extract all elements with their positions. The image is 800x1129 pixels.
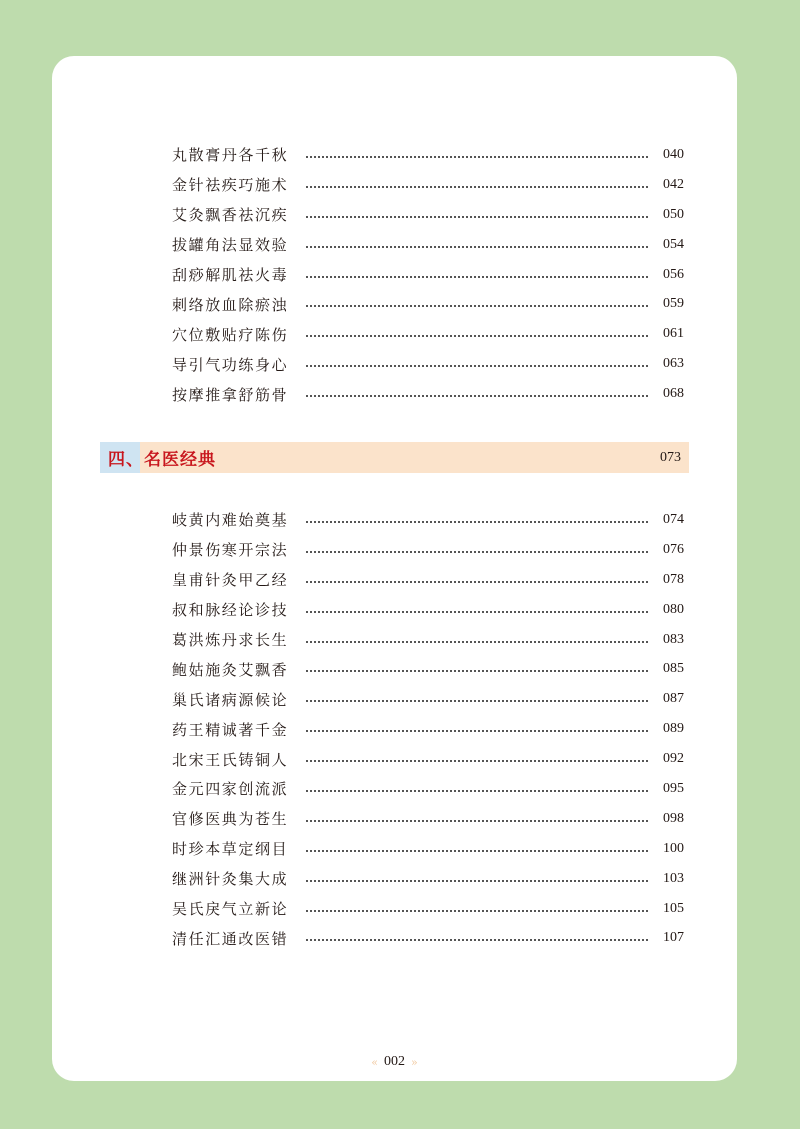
toc-entry[interactable]	[172, 864, 684, 894]
dot-leader	[306, 276, 648, 278]
page-sheet	[52, 56, 737, 1081]
dot-leader	[306, 910, 648, 912]
toc-entry-title: 药王精诚著千金	[172, 720, 289, 739]
toc-entry[interactable]	[172, 923, 684, 953]
toc-entry-title: 时珍本草定纲目	[172, 840, 289, 859]
toc-entry-title: 叔和脉经论诊技	[172, 601, 289, 620]
dot-leader	[306, 395, 648, 397]
dot-leader	[306, 670, 648, 672]
dot-leader	[306, 641, 648, 643]
toc-entry-title: 继洲针灸集大成	[172, 870, 289, 889]
dot-leader	[306, 246, 648, 248]
toc-entry-title: 吴氏戾气立新论	[172, 900, 289, 919]
dot-leader	[306, 186, 648, 188]
section-title: 四、名医经典	[108, 450, 216, 470]
toc-entry-title: 导引气功练身心	[172, 355, 289, 374]
toc-entry[interactable]	[172, 260, 684, 290]
toc-entry-page: 089	[663, 721, 684, 737]
toc-entry-title: 岐黄内难始奠基	[172, 511, 289, 530]
dot-leader	[306, 216, 648, 218]
toc-entry[interactable]	[172, 684, 684, 714]
toc-entry-title: 葛洪炼丹求长生	[172, 631, 289, 649]
toc-entry[interactable]	[172, 714, 684, 744]
toc-entry-title: 金元四家创流派	[172, 780, 289, 799]
toc-entry-page: 059	[663, 296, 684, 312]
dot-leader	[306, 335, 648, 337]
toc-entry-title: 按摩推拿舒筋骨	[172, 385, 289, 404]
toc-entry[interactable]	[172, 774, 684, 804]
toc-entry[interactable]	[172, 289, 684, 319]
toc-group-2	[172, 505, 684, 953]
toc-entry-page: 100	[663, 840, 684, 856]
toc-entry-title: 丸散膏丹各千秋	[172, 146, 289, 165]
dot-leader	[306, 611, 648, 613]
toc-entry[interactable]	[172, 834, 684, 864]
toc-entry-page: 103	[663, 870, 684, 886]
toc-entry-title: 仲景伤寒开宗法	[172, 541, 289, 560]
toc-entry-title: 清任汇通改医错	[172, 929, 289, 948]
toc-group-1	[172, 140, 684, 409]
toc-entry-page: 061	[663, 326, 684, 342]
toc-entry[interactable]	[172, 654, 684, 684]
toc-entry[interactable]	[172, 319, 684, 349]
toc-entry-page: 074	[663, 511, 684, 527]
toc-entry-page: 078	[663, 571, 684, 587]
toc-entry[interactable]	[172, 625, 684, 655]
dot-leader	[306, 939, 648, 941]
toc-entry-title: 艾灸飘香祛沉疾	[172, 206, 289, 225]
toc-entry[interactable]	[172, 200, 684, 230]
toc-entry-page: 050	[663, 206, 684, 222]
dot-leader	[306, 581, 648, 583]
section-page: 073	[660, 449, 681, 465]
dot-leader	[306, 820, 648, 822]
toc-entry[interactable]	[172, 894, 684, 924]
dot-leader	[306, 156, 648, 158]
toc-entry-title: 巢氏诸病源候论	[172, 690, 289, 709]
toc-entry[interactable]	[172, 505, 684, 535]
toc-entry-page: 080	[663, 601, 684, 617]
toc-entry-page: 098	[663, 810, 684, 826]
toc-entry-title: 刺络放血除瘀浊	[172, 295, 289, 314]
dot-leader	[306, 730, 648, 732]
toc-entry-page: 076	[663, 541, 684, 557]
toc-entry-page: 042	[663, 176, 684, 192]
toc-entry-title: 皇甫针灸甲乙经	[172, 571, 289, 590]
toc-entry-page: 083	[663, 631, 684, 647]
toc-entry[interactable]	[172, 140, 684, 170]
dot-leader	[306, 551, 648, 553]
toc-entry-page: 095	[663, 780, 684, 796]
dot-leader	[306, 790, 648, 792]
dot-leader	[306, 880, 648, 882]
toc-entry[interactable]	[172, 595, 684, 625]
toc-entry[interactable]	[172, 804, 684, 834]
toc-entry-title: 穴位敷贴疗陈伤	[172, 325, 289, 344]
toc-entry-title: 拔罐角法显效验	[172, 236, 289, 255]
footer-left-ornament-icon: «	[371, 1055, 378, 1069]
page-footer	[52, 1054, 737, 1070]
toc-entry-title: 官修医典为苍生	[172, 810, 289, 829]
toc-entry-page: 087	[663, 691, 684, 707]
toc-entry[interactable]	[172, 744, 684, 774]
dot-leader	[306, 700, 648, 702]
dot-leader	[306, 521, 648, 523]
toc-entry[interactable]	[172, 565, 684, 595]
toc-entry-page: 063	[663, 356, 684, 372]
toc-entry-title: 金针祛疾巧施术	[172, 176, 289, 195]
toc-entry[interactable]	[172, 379, 684, 409]
dot-leader	[306, 760, 648, 762]
dot-leader	[306, 365, 648, 367]
toc-entry-page: 056	[663, 266, 684, 282]
dot-leader	[306, 305, 648, 307]
toc-entry-title: 鲍姑施灸艾飘香	[172, 660, 289, 679]
toc-entry[interactable]	[172, 170, 684, 200]
toc-entry-page: 040	[663, 146, 684, 162]
toc-entry-page: 054	[663, 236, 684, 252]
toc-entry-title: 北宋王氏铸铜人	[172, 750, 289, 769]
toc-entry[interactable]	[172, 349, 684, 379]
section-header[interactable]	[100, 442, 689, 473]
toc-entry[interactable]	[172, 230, 684, 260]
dot-leader	[306, 850, 648, 852]
toc-entry-title: 刮痧解肌祛火毒	[172, 266, 289, 284]
toc-entry-page: 107	[663, 930, 684, 946]
toc-entry-page: 068	[663, 386, 684, 402]
page-number: 002	[384, 1054, 405, 1069]
toc-entry-page: 085	[663, 661, 684, 677]
toc-entry-page: 105	[663, 900, 684, 916]
footer-right-ornament-icon: »	[411, 1055, 418, 1069]
toc-entry-page: 092	[663, 751, 684, 767]
toc-entry[interactable]	[172, 535, 684, 565]
